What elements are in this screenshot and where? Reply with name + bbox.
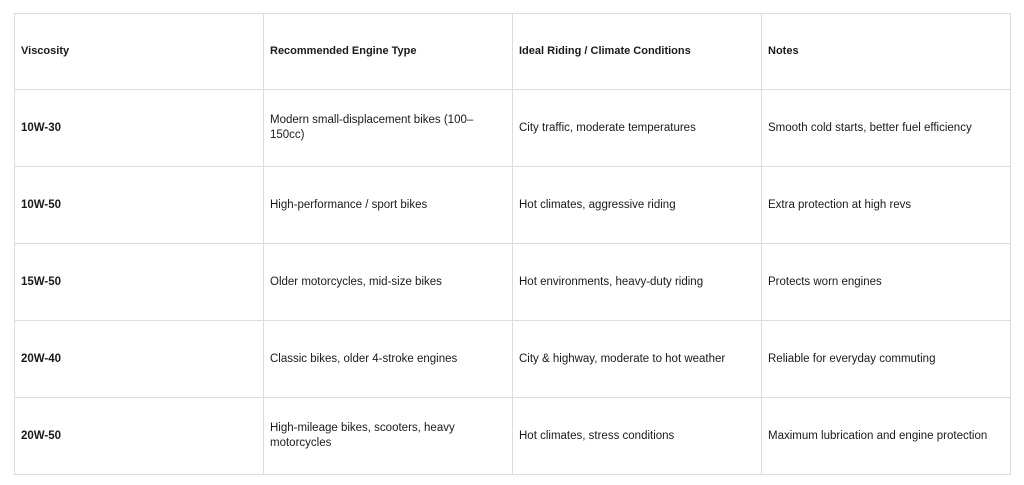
cell-viscosity: 20W-50 — [15, 398, 264, 475]
cell-viscosity: 10W-30 — [15, 90, 264, 167]
table-row — [15, 90, 1011, 167]
header-notes: Notes — [762, 14, 1011, 90]
cell-engine-type: High-performance / sport bikes — [264, 167, 513, 244]
cell-engine-type: Classic bikes, older 4-stroke engines — [264, 321, 513, 398]
cell-viscosity: 15W-50 — [15, 244, 264, 321]
oil-viscosity-table-container — [14, 13, 1010, 475]
cell-notes: Smooth cold starts, better fuel efficiency — [762, 90, 1011, 167]
table-row — [15, 398, 1011, 475]
cell-conditions: City traffic, moderate temperatures — [513, 90, 762, 167]
table-header-row — [15, 14, 1011, 90]
cell-engine-type: Older motorcycles, mid-size bikes — [264, 244, 513, 321]
table-row — [15, 244, 1011, 321]
cell-engine-type: High-mileage bikes, scooters, heavy motorcycles — [264, 398, 513, 475]
cell-notes: Protects worn engines — [762, 244, 1011, 321]
cell-notes: Extra protection at high revs — [762, 167, 1011, 244]
table-row — [15, 167, 1011, 244]
header-conditions: Ideal Riding / Climate Conditions — [513, 14, 762, 90]
cell-viscosity: 20W-40 — [15, 321, 264, 398]
cell-conditions: Hot climates, aggressive riding — [513, 167, 762, 244]
oil-viscosity-table — [14, 13, 1011, 475]
cell-conditions: Hot climates, stress conditions — [513, 398, 762, 475]
cell-notes: Reliable for everyday commuting — [762, 321, 1011, 398]
header-viscosity: Viscosity — [15, 14, 264, 90]
cell-conditions: City & highway, moderate to hot weather — [513, 321, 762, 398]
table-row — [15, 321, 1011, 398]
header-engine-type: Recommended Engine Type — [264, 14, 513, 90]
cell-conditions: Hot environments, heavy-duty riding — [513, 244, 762, 321]
cell-notes: Maximum lubrication and engine protection — [762, 398, 1011, 475]
cell-viscosity: 10W-50 — [15, 167, 264, 244]
cell-engine-type: Modern small-displacement bikes (100–150cc) — [264, 90, 513, 167]
